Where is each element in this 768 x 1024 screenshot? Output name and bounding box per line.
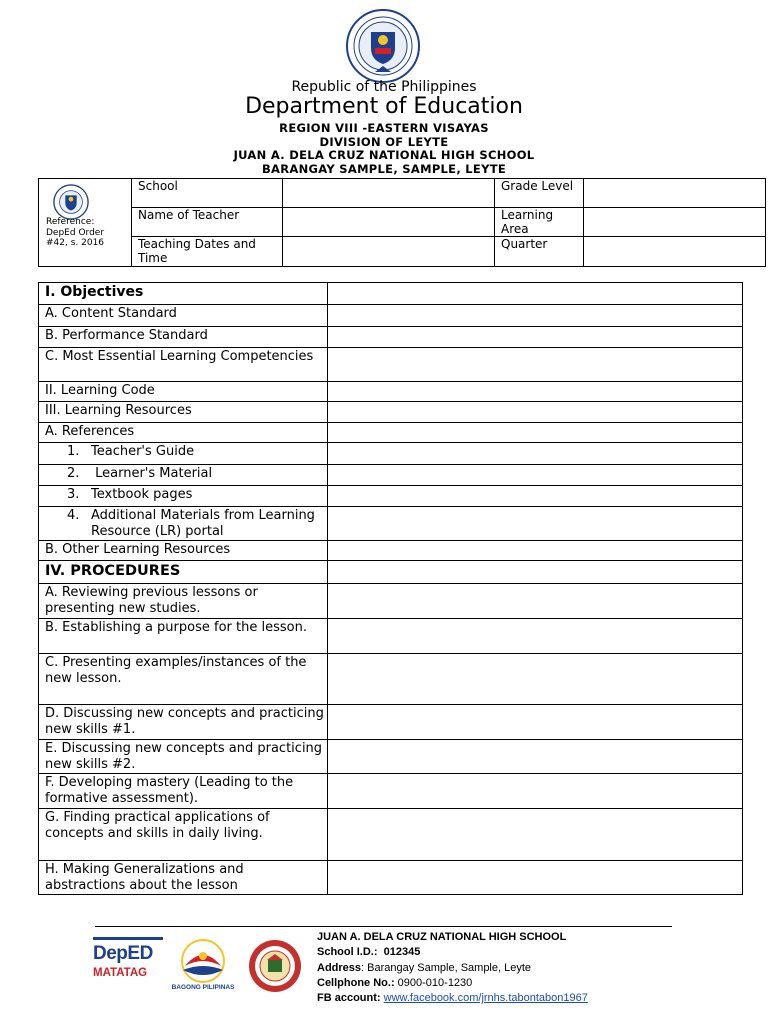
footer-cellphone: Cellphone No.: 0900-010-1230 [317, 976, 473, 989]
procedure-g-label: G. Finding practical applications of concepts and skills in daily living. [39, 809, 328, 861]
learning-resources-field[interactable] [327, 402, 742, 423]
procedure-b-field[interactable] [327, 619, 742, 654]
procedure-c-field[interactable] [327, 654, 742, 705]
department-title: Department of Education [245, 94, 523, 119]
learners-material-label [39, 465, 328, 486]
procedure-h-field[interactable] [327, 861, 742, 895]
additional-materials-label [39, 507, 328, 541]
performance-standard-field[interactable] [327, 327, 742, 348]
teacher-label: Name of Teacher [132, 208, 283, 237]
area-label: Learning Area [495, 208, 584, 237]
procedures-heading: IV. PROCEDURES [39, 561, 328, 584]
dates-field[interactable] [283, 237, 495, 267]
deped-seal-icon [345, 8, 421, 84]
item-text: Learner's Material [91, 466, 213, 481]
objectives-field[interactable] [327, 283, 742, 305]
item-number: 4. [67, 508, 80, 523]
procedures-field[interactable] [327, 561, 742, 584]
procedure-h-label: H. Making Generalizations and abstractions about the lesson [39, 861, 328, 895]
other-resources-field[interactable] [327, 541, 742, 561]
teachers-guide-field[interactable] [327, 443, 742, 465]
item-text: Teacher's Guide [91, 444, 195, 459]
teachers-guide-label [39, 443, 328, 465]
reference-text: Reference: DepEd Order #42, s. 2016 [46, 217, 105, 248]
grade-field[interactable] [584, 179, 766, 208]
procedure-c-label: C. Presenting examples/instances of the new lesson. [39, 654, 328, 705]
deped-seal-icon [51, 183, 91, 221]
school-address: BARANGAY SAMPLE, SAMPLE, LEYTE [261, 162, 507, 176]
quarter-label: Quarter [495, 237, 584, 267]
grade-label: Grade Level [495, 179, 584, 208]
procedure-d-field[interactable] [327, 705, 742, 740]
school-name: JUAN A. DELA CRUZ NATIONAL HIGH SCHOOL [233, 148, 535, 162]
footer-info [317, 930, 588, 1006]
item-number: 2. [67, 466, 80, 481]
objectives-heading: I. Objectives [39, 283, 328, 305]
matatag-logo-text: MATATAG [93, 967, 148, 979]
melc-label: C. Most Essential Learning Competencies [39, 348, 328, 382]
performance-standard-label: B. Performance Standard [39, 327, 328, 348]
learning-resources-label: III. Learning Resources [39, 402, 328, 423]
bagong-pilipinas-logo-icon [175, 938, 231, 984]
content-standard-label: A. Content Standard [39, 305, 328, 327]
deped-matatag-logo [93, 937, 163, 995]
facebook-link[interactable]: www.facebook.com/jrnhs.tabontabon1967 [383, 992, 588, 1005]
learners-material-field[interactable] [327, 465, 742, 486]
dates-label: Teaching Dates and Time [132, 237, 283, 267]
footer-address: Address: Barangay Sample, Sample, Leyte [317, 961, 532, 974]
learning-code-field[interactable] [327, 382, 742, 402]
footer-school-name: JUAN A. DELA CRUZ NATIONAL HIGH SCHOOL [317, 931, 567, 943]
textbook-pages-field[interactable] [327, 486, 742, 507]
textbook-pages-label [39, 486, 328, 507]
item-number: 1. [67, 444, 80, 459]
footer-fb: FB account: www.facebook.com/jrnhs.tabontabon1967 [317, 992, 588, 1005]
quarter-field[interactable] [584, 237, 766, 267]
procedure-a-label: A. Reviewing previous lessons or presenting new studies. [39, 584, 328, 619]
content-standard-field[interactable] [327, 305, 742, 327]
school-seal-icon [247, 938, 303, 994]
teacher-field[interactable] [283, 208, 495, 237]
republic-text: Republic of the Philippines [291, 79, 477, 95]
procedure-f-label: F. Developing mastery (Leading to the formative assessment). [39, 774, 328, 809]
procedure-e-field[interactable] [327, 740, 742, 774]
learning-code-label: II. Learning Code [39, 382, 328, 402]
procedure-b-label: B. Establishing a purpose for the lesson. [39, 619, 328, 654]
region-text: REGION VIII -EASTERN VISAYAS [279, 121, 489, 135]
additional-materials-field[interactable] [327, 507, 742, 541]
deped-logo-text: DepED [93, 943, 153, 964]
division-text: DIVISION OF LEYTE [319, 135, 449, 149]
school-label: School [132, 179, 283, 208]
item-text: Textbook pages [91, 487, 193, 502]
footer-divider [95, 926, 672, 927]
school-field[interactable] [283, 179, 495, 208]
references-label: A. References [39, 423, 328, 443]
bagong-pilipinas-text: BAGONG PILIPINAS [171, 984, 235, 991]
procedure-d-label: D. Discussing new concepts and practicing new skills #1. [39, 705, 328, 740]
other-resources-label: B. Other Learning Resources [39, 541, 328, 561]
melc-field[interactable] [327, 348, 742, 382]
references-field[interactable] [327, 423, 742, 443]
procedure-a-field[interactable] [327, 584, 742, 619]
item-text: Additional Materials from Learning Resource (LR) portal [91, 508, 315, 539]
area-field[interactable] [584, 208, 766, 237]
procedure-f-field[interactable] [327, 774, 742, 809]
reference-cell [39, 179, 132, 267]
procedure-g-field[interactable] [327, 809, 742, 861]
item-number: 3. [67, 487, 80, 502]
lesson-plan-table [38, 282, 743, 895]
procedure-e-label: E. Discussing new concepts and practicing new skills #2. [39, 740, 328, 774]
info-table [38, 178, 766, 267]
footer-school-id: School I.D.: 012345 [317, 946, 421, 959]
